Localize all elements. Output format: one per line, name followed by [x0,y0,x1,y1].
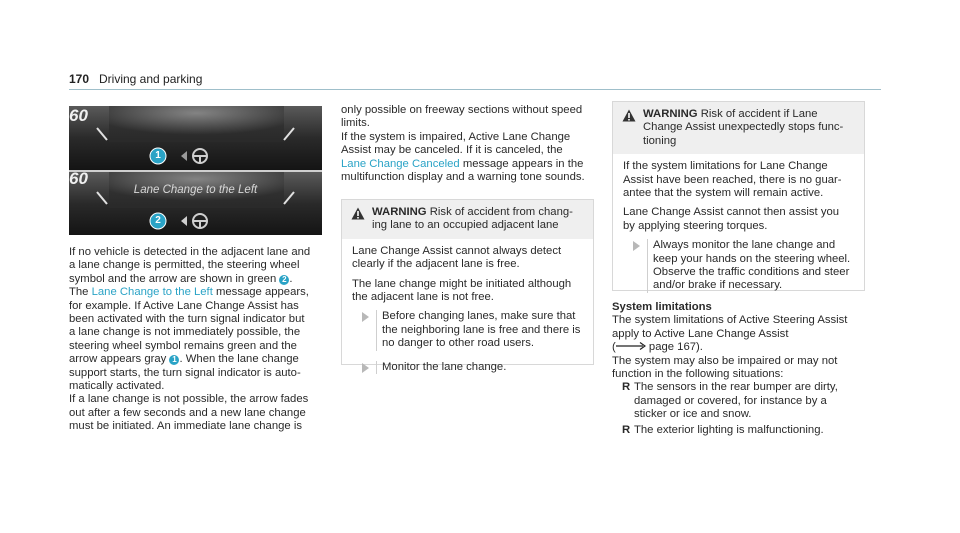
text-line: for example. If Active Lane Change Assist has [69,299,299,312]
warning-box-unexpected-stop [612,101,865,291]
instrument-cluster-illustration [69,106,322,235]
text-line: function in the following situations: [612,368,784,381]
speed-readout-bottom: 60 [69,169,88,188]
text-line: a lane change is permitted, the steering wheel [69,259,300,272]
warning-triangle-icon [622,109,636,122]
callout-badge: 1 [169,355,179,365]
text-line: The system may also be impaired or may not [612,354,838,367]
text-line: If no vehicle is detected in the adjacent lane and [69,246,311,258]
text-line: support starts, the turn signal indicator is auto- [69,366,301,379]
speed-readout-top: 60 [69,106,88,125]
long-arrow-right-icon [616,342,646,350]
warning-paragraph: Lane Change Assist cannot always detect clearly if the adjacent lane is free. [352,244,562,271]
page-section-title: Driving and parking [99,72,203,86]
warning-header [342,200,593,239]
list-item: R The sensors in the rear bumper are dirty, damaged or covered, for instance by a sticker or ice and snow. [622,381,838,421]
header-rule [69,89,881,90]
text-line: Assist may be canceled. If it is canceled, the [341,144,563,157]
warning-paragraph: Lane Change Assist cannot then assist you by applying steering torques. [623,206,840,232]
warning-body [613,154,864,311]
text-line: WARNING Risk of accident if Lane [643,108,818,120]
text-line: a lane change is not immediately possible, the [69,326,301,339]
list-item: R The exterior lighting is malfunctioning. [622,423,824,436]
instrument-cluster-figure [69,106,322,235]
message-link: Lane Change Canceled [341,157,460,170]
play-arrow-icon [633,241,640,251]
action-step: Before changing lanes, make sure that the neighboring lane is free and there is no danger to other road users. [352,310,583,350]
text-line: The system limitations of Active Steering Assist [612,314,848,327]
text-line: been activated with the turn signal indicator but [69,313,305,326]
message-link: Lane Change to the Left [91,286,213,299]
text-line: out after a few seconds and a new lane change [69,406,306,419]
text-line: The Lane Change to the Left message appears, [69,286,309,299]
play-arrow-icon [362,363,369,373]
text-line: arrow appears gray 1 . When the lane change [69,353,299,366]
warning-body [342,239,593,392]
system-limitations-section [612,301,882,439]
page-number: 170 [69,72,90,86]
text-line: limits. [341,117,370,130]
section-heading: System limitations [612,301,712,313]
callout-badge: 2 [279,275,289,285]
text-line: only possible on freeway sections without speed [341,104,583,116]
text-line: If a lane change is not possible, the arrow fades [69,393,309,406]
left-column [69,246,329,434]
text-line: apply to Active Lane Change Assist [612,327,789,340]
warning-box-occupied-lane [341,199,594,373]
text-line: Change Assist unexpectedly stops func- [643,121,844,134]
action-step: Always monitor the lane change and keep your hands on the steering wheel. Observe the traffic conditions and steer and/or brake if necessary. [623,239,854,293]
middle-column [341,104,601,184]
play-arrow-icon [362,312,369,322]
action-step: Monitor the lane change. [352,361,583,374]
text-line: steering wheel symbol remains green and the [69,339,297,352]
text-line: Lane Change Canceled message appears in the [341,157,584,170]
callout-2: 2 [155,215,161,226]
text-line: tioning [643,134,677,147]
warning-header [613,102,864,154]
text-line: WARNING Risk of accident from chang- [372,206,573,218]
text-line: must be initiated. An immediate lane change is [69,420,302,433]
text-line: If the system is impaired, Active Lane Change [341,130,571,143]
page-reference[interactable]: ( page 167). [612,341,703,354]
callout-1: 1 [155,150,161,161]
lane-change-message: Lane Change to the Left [133,184,258,196]
warning-paragraph: If the system limitations for Lane Change Assist have been reached, there is no guar- antee that the system will remain active. [623,160,842,200]
warning-triangle-icon [351,207,365,220]
text-line: matically activated. [69,380,165,393]
text-line: multifunction display and a warning tone sounds. [341,171,585,184]
text-line: symbol and the arrow are shown in green 2 . [69,272,293,285]
warning-paragraph: The lane change might be initiated although the adjacent lane is not free. [352,277,572,304]
text-line: ing lane to an occupied adjacent lane [372,219,559,232]
